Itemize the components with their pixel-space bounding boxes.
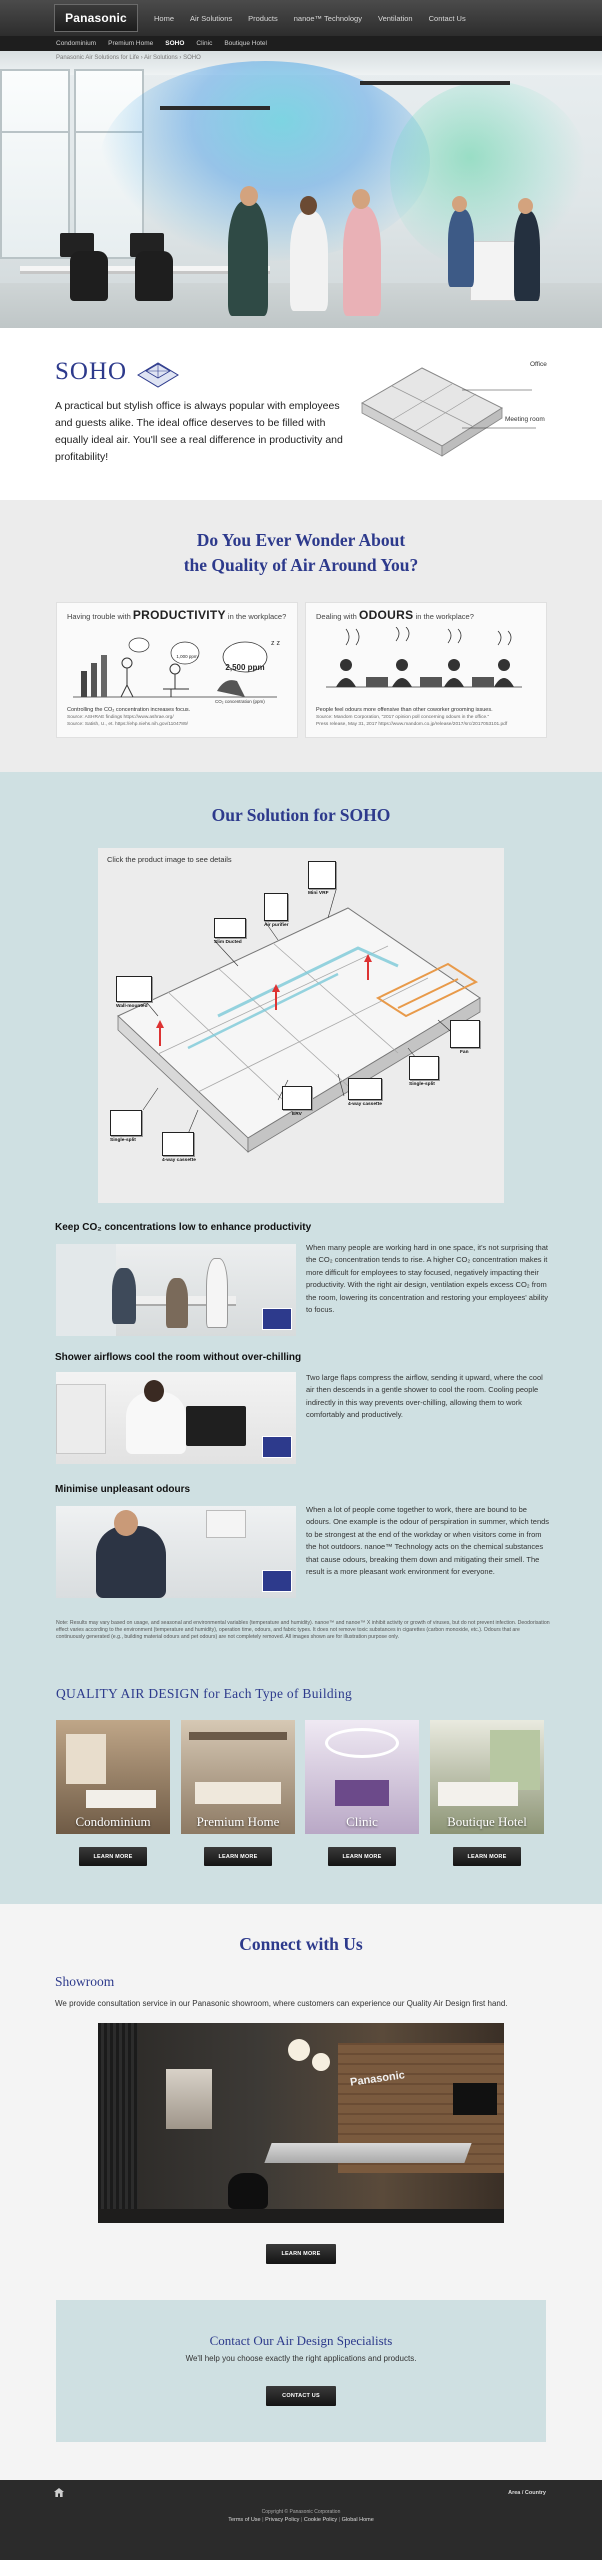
learn-more-condominium-button[interactable]: LEARN MORE [79, 1847, 147, 1866]
productivity-card [56, 602, 298, 738]
card-heading-pre: Dealing with [316, 612, 359, 621]
product-4-way-cassette[interactable] [162, 1132, 194, 1156]
building-name: Condominium [75, 1814, 151, 1829]
image-shelf [56, 1384, 106, 1454]
subnav-soho[interactable]: SOHO [165, 40, 185, 47]
main-nav [154, 0, 466, 36]
image-pendant-lamp [312, 2053, 330, 2071]
contact-subtext: We'll help you choose exactly the right applications and products. [185, 2354, 417, 2363]
product-diagram[interactable] [98, 848, 504, 1203]
home-icon[interactable] [54, 2488, 64, 2497]
disclaimer-note: Note: Results may vary based on usage, and seasonal and environmental variables (temperature and humidity). nanoe™ and nanoe™ X inhibit activity or growth of viruses, but do not prevent infection. Deodorisation effect varies according to the environment (temperature and humidity), operation time, odours, and fabric types. It does not remove toxic substances in cigarettes (carbon monoxide, etc.). Odours that are continuously generated (e.g., building material odours and pet odours) are not completely removed. All images shown are for illustration purpose only. [56, 1620, 550, 1640]
product-label: Wall-mounted [116, 1004, 148, 1009]
heading-line-1: Do You Ever Wonder About [196, 530, 406, 550]
image-window [490, 1730, 540, 1790]
breadcrumb: Panasonic Air Solutions for Life › Air Solutions › SOHO [56, 55, 201, 61]
connect-heading: Connect with Us [239, 1934, 363, 1954]
product-fan[interactable] [450, 1020, 480, 1048]
image-person [206, 1258, 228, 1328]
svg-text:z z: z z [271, 640, 280, 647]
product-erv[interactable] [282, 1086, 312, 1110]
image-portrait [166, 2069, 212, 2129]
hero-person [228, 201, 268, 316]
product-slim-ducted[interactable] [214, 918, 246, 938]
showroom-image [98, 2023, 504, 2223]
soho-building-icon [134, 355, 182, 389]
solution-heading: Our Solution for SOHO [211, 805, 391, 825]
card-heading-post: in the workplace? [225, 612, 287, 621]
office-floorplan-3d [98, 848, 504, 1203]
co2-badge-icon [262, 1308, 292, 1330]
footer-links [0, 2517, 602, 2523]
air-quality-section [0, 500, 602, 772]
hero-chair [135, 251, 173, 301]
hero-person-head [452, 196, 467, 212]
nav-contact-us[interactable]: Contact Us [428, 13, 466, 23]
panasonic-logo[interactable]: Panasonic [54, 4, 138, 32]
card-heading-pre: Having trouble with [67, 612, 133, 621]
image-person-head [114, 1510, 138, 1536]
odours-card [305, 602, 547, 738]
building-name: Boutique Hotel [447, 1814, 527, 1829]
feature-image-office-worker [56, 1372, 296, 1464]
contact-box [56, 2300, 546, 2442]
odours-illustration [316, 627, 538, 705]
image-floor [98, 2209, 504, 2223]
nav-products[interactable]: Products [248, 13, 278, 23]
hero-person [343, 206, 381, 316]
feature-title: Shower airflows cool the room without over-chilling [55, 1352, 302, 1363]
image-ceiling-beam [189, 1732, 287, 1740]
odours-card-heading [316, 610, 474, 622]
footer-link-privacy[interactable]: | Privacy Policy [262, 2517, 299, 2523]
product-wall-mounted[interactable] [116, 976, 152, 1002]
image-tv [453, 2083, 497, 2115]
building-card-boutique-hotel[interactable] [430, 1720, 544, 1834]
product-single-split[interactable] [409, 1056, 439, 1080]
image-person-head [144, 1380, 164, 1402]
top-header [0, 0, 602, 36]
image-sofa [195, 1782, 281, 1804]
feature-title: Minimise unpleasant odours [55, 1484, 191, 1495]
product-single-split[interactable] [110, 1110, 142, 1136]
label-office: Office [530, 361, 547, 368]
feature-text: Two large flaps compress the airflow, sending it upward, where the cool air then descends in a gentle shower to cool the room. Cooling people indirectly in this way prevents over-chilling, allowing them to work comfortably and productively. [306, 1373, 543, 1420]
product-4-way-cassette[interactable] [348, 1078, 382, 1100]
hero-person-head [352, 189, 370, 209]
building-name: Clinic [346, 1814, 378, 1829]
hero-person-head [300, 196, 317, 215]
bubble-1000-ppm: 1,000 ppm [176, 654, 198, 659]
subnav-boutique-hotel[interactable]: Boutique Hotel [224, 40, 267, 47]
odours-card-caption [316, 707, 538, 728]
source-text: Source: Mandom Corporation, "2017 opinion poll concerning odours in the office." [316, 715, 490, 720]
co2-axis-label: CO₂ concentration (ppm) [215, 699, 265, 704]
footer-link-cookie[interactable]: | Cookie Policy [301, 2517, 337, 2523]
image-counter [264, 2143, 471, 2163]
caption-text: Controlling the CO₂ concentration increases focus. [67, 707, 191, 713]
hero-person [514, 211, 540, 301]
hero-person [290, 211, 328, 311]
nav-home[interactable]: Home [154, 13, 175, 23]
product-label: 4-way cassette [348, 1102, 382, 1107]
image-person [112, 1268, 136, 1324]
hero-person [448, 209, 474, 287]
showroom-learn-more-button[interactable]: LEARN MORE [266, 2244, 336, 2264]
showroom-heading: Showroom [55, 1974, 115, 1989]
image-ceiling-light [325, 1728, 399, 1758]
image-person [166, 1278, 188, 1328]
card-heading-post: in the workplace? [413, 612, 474, 621]
feature-image-odour [56, 1506, 296, 1598]
product-label: Fan [460, 1050, 469, 1055]
intro-description: A practical but stylish office is always popular with employees and guests alike. The ideal office deserves to be filled with equally ideal air. You'll see a real difference in productivity and profitability! [55, 400, 343, 463]
contact-heading: Contact Our Air Design Specialists [209, 2333, 393, 2348]
nav-air-solutions[interactable]: Air Solutions [190, 13, 233, 23]
image-monitor [186, 1406, 246, 1446]
image-bed [86, 1790, 156, 1808]
footer [0, 2480, 602, 2560]
bubble-2500-ppm: 2,500 ppm [225, 663, 265, 672]
learn-more-clinic-button[interactable]: LEARN MORE [328, 1847, 396, 1866]
caption-text: People feel odours more offensive than other coworker grooming issues. [316, 707, 493, 713]
learn-more-boutique-hotel-button[interactable]: LEARN MORE [453, 1847, 521, 1866]
product-label: Air purifier [264, 923, 289, 928]
feature-text: When a lot of people come together to work, there are bound to be odours. One example is the odour of perspiration in summer, which tends to be strongest at the end of the workday or when visitors come in from the hot outdoors. nanoe™ Technology acts on the chemical substances that cause odours, breaking them down and mitigating their smell. The result is a more pleasant work environment for everyone. [306, 1505, 550, 1577]
building-card-clinic[interactable] [305, 1720, 419, 1834]
image-window [56, 1244, 116, 1336]
page-title: SOHO [55, 358, 128, 385]
product-label: Single-split [110, 1138, 136, 1143]
showroom-description: We provide consultation service in our Panasonic showroom, where customers can experience our Quality Air Design first hand. [55, 1999, 508, 2008]
source-text: Source: Satish, U., et. https://ehp.niehs.nih.gov/1104789/ [67, 722, 188, 727]
hero-person-head [518, 198, 533, 214]
card-heading-keyword: PRODUCTIVITY [132, 608, 226, 622]
card-heading-keyword: ODOURS [358, 608, 414, 622]
nav-nanoe-technology[interactable]: nanoe™ Technology [293, 13, 362, 23]
hero-chair [70, 251, 108, 301]
heading-line-2: the Quality of Air Around You? [183, 555, 419, 575]
hero-image [0, 51, 602, 328]
source-text: Source: ASHRAE findings https://www.ashrae.org/ [67, 715, 174, 720]
productivity-card-caption [67, 707, 190, 728]
learn-more-premium-home-button[interactable]: LEARN MORE [204, 1847, 272, 1866]
building-name: Premium Home [196, 1814, 280, 1829]
product-label: 4-way cassette [162, 1158, 196, 1163]
subnav-condominium[interactable]: Condominium [56, 40, 97, 47]
hero-window [0, 69, 70, 259]
feature-title: Keep CO₂ concentrations low to enhance productivity [55, 1222, 312, 1233]
label-meeting-room: Meeting room [505, 416, 545, 423]
image-bed [438, 1782, 518, 1806]
image-air-conditioner [206, 1510, 246, 1538]
nav-ventilation[interactable]: Ventilation [377, 13, 413, 23]
image-chair [335, 1780, 389, 1806]
image-curtain [98, 2023, 138, 2223]
copyright: Copyright © Panasonic Corporation [261, 2509, 341, 2515]
product-label: ERV [292, 1112, 302, 1117]
hero-lamp [160, 106, 270, 110]
footer-link-global-home[interactable]: | Global Home [339, 2517, 374, 2523]
building-card-condominium[interactable] [56, 1720, 170, 1834]
productivity-card-heading [67, 610, 286, 622]
area-country-link[interactable]: Area / Country [508, 2490, 546, 2496]
product-label: Single-split [409, 1082, 435, 1087]
feature-image-meeting [56, 1244, 296, 1336]
sub-nav [0, 36, 602, 51]
diagram-hint: Click the product image to see details [107, 855, 232, 864]
subnav-premium-home[interactable]: Premium Home [108, 40, 154, 47]
image-window [66, 1734, 106, 1784]
image-person [96, 1526, 166, 1598]
product-air-purifier[interactable] [264, 893, 288, 921]
product-mini-vrf[interactable] [308, 861, 336, 889]
connect-section [0, 1904, 602, 2480]
subnav-clinic[interactable]: Clinic [196, 40, 213, 47]
hero-person-head [240, 186, 258, 206]
solution-section [0, 772, 602, 1904]
soho-floorplan-thumbnail [352, 348, 552, 468]
footer-link-terms[interactable]: Terms of Use [228, 2517, 261, 2523]
source-text: Press release, May 31, 2017 https://www.mandom.co.jp/release/2017/src/2017053101.pdf [316, 722, 508, 727]
showroom-panasonic-sign: Panasonic [349, 2069, 406, 2089]
airflow-badge-icon [262, 1436, 292, 1458]
quality-air-design-heading: QUALITY AIR DESIGN for Each Type of Building [56, 1686, 353, 1701]
image-chair [228, 2173, 268, 2209]
product-label: Slim Ducted [214, 940, 242, 945]
contact-us-button[interactable]: CONTACT US [266, 2386, 336, 2406]
intro-section [0, 328, 602, 500]
air-quality-heading [0, 528, 602, 578]
feature-text: When many people are working hard in one space, it's not surprising that the CO₂ concentration tends to rise. A higher CO₂ concentration makes it more difficult for employees to stay focused, negatively impacting their productivity. With the right air design, ventilation expels excess CO₂ from the room, lowering its concentration and restoring your employees' ability to focus. [306, 1243, 548, 1315]
nanoe-badge-icon [262, 1570, 292, 1592]
image-pendant-lamp [288, 2039, 310, 2061]
product-label: Mini VRF [308, 891, 329, 896]
building-card-premium-home[interactable] [181, 1720, 295, 1834]
hero-lamp [360, 81, 510, 85]
